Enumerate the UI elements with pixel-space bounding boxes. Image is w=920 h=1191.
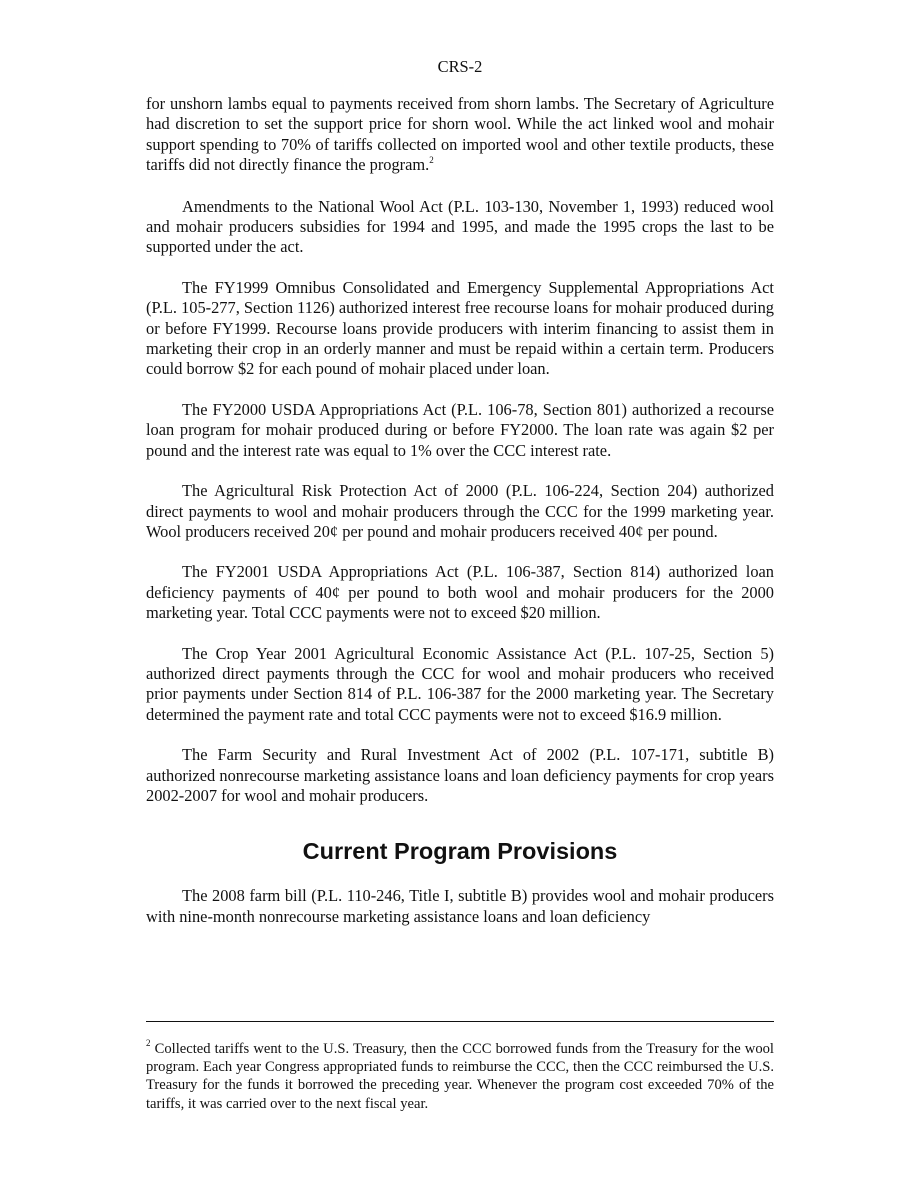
paragraph: The Farm Security and Rural Investment Act of 2002 (P.L. 107-171, subtitle B) authorized nonrecourse marketing assistance loans and loan deficiency payments for crop years 2002-2007 for wool and mohair producers. [146, 745, 774, 805]
footnote-divider [146, 1021, 774, 1022]
page-body [146, 94, 774, 947]
page-header: CRS-2 [437, 57, 483, 76]
paragraph: The FY2000 USDA Appropriations Act (P.L. 106-78, Section 801) authorized a recourse loan program for mohair produced during or before FY2000. The loan rate was again $2 per pound and the interest rate was equal to 1% over the CCC interest rate. [146, 399, 774, 460]
paragraph: The Agricultural Risk Protection Act of 2000 (P.L. 106-224, Section 204) authorized direct payments to wool and mohair producers through the CCC for the 1999 marketing year. Wool producers received 20¢ per pound and mohair producers received 40¢ per pound. [146, 481, 774, 541]
section-heading: Current Program Provisions [302, 838, 618, 865]
footnote [146, 1040, 774, 1113]
paragraph: The FY2001 USDA Appropriations Act (P.L. 106-387, Section 814) authorized loan deficiency payments of 40¢ per pound to both wool and mohair producers for the 2000 marketing year. Total CCC payments were not to exceed $20 million. [146, 562, 774, 623]
paragraph [146, 94, 774, 176]
footnote-marker: 2 [146, 1038, 151, 1048]
paragraph: The Crop Year 2001 Agricultural Economic Assistance Act (P.L. 107-25, Section 5) authorized direct payments through the CCC for wool and mohair producers who received prior payments under Section 814 of P.L. 106-387 for the 2000 marketing year. The Secretary determined the payment rate and total CCC payments were not to exceed $16.9 million. [146, 643, 774, 724]
paragraph: Amendments to the National Wool Act (P.L. 103-130, November 1, 1993) reduced wool and mohair producers subsidies for 1994 and 1995, and made the 1995 crops the last to be supported under the act. [146, 196, 774, 257]
footnote-ref: 2 [429, 155, 434, 166]
paragraph: The FY1999 Omnibus Consolidated and Emergency Supplemental Appropriations Act (P.L. 105-277, Section 1126) authorized interest free recourse loans for mohair produced during or before FY1999. Recourse loans provide producers with interim financing to assist them in marketing their crop in an orderly manner and must be repaid within a certain term. Producers could borrow $2 for each pound of mohair placed under loan. [146, 277, 774, 379]
paragraph-text: for unshorn lambs equal to payments received from shorn lambs. The Secretary of Agriculture had discretion to set the support price for shorn wool. While the act linked wool and mohair support spending to 70% of tariffs collected on imported wool and other textile products, these tariffs did not directly finance the program. [146, 94, 774, 175]
paragraph: The 2008 farm bill (P.L. 110-246, Title I, subtitle B) provides wool and mohair producers with nine-month nonrecourse marketing assistance loans and loan deficiency [146, 886, 774, 926]
footnote-text: Collected tariffs went to the U.S. Treasury, then the CCC borrowed funds from the Treasury for the wool program. Each year Congress appropriated funds to reimburse the CCC, then the CCC reimbursed the U.S. Treasury for the funds it borrowed the preceding year. Whenever the program cost exceeded 70% of the tariffs, it was carried over to the next fiscal year. [146, 1041, 774, 1112]
